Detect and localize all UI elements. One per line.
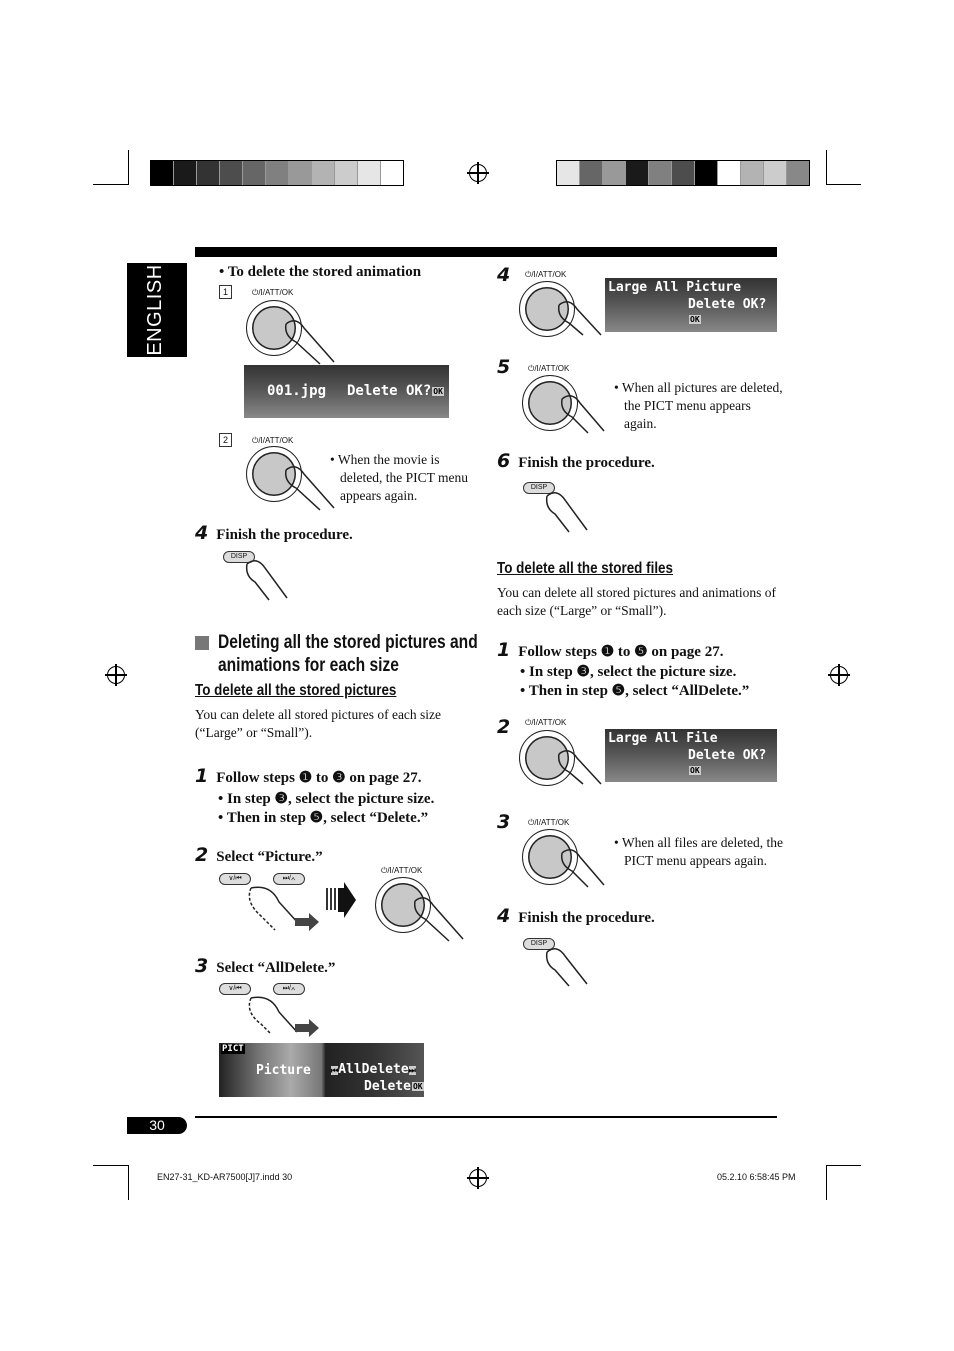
step-3-select-alldelete: 3 Select “AllDelete.”	[195, 955, 336, 977]
lcd-prompt: Delete OK? OK	[347, 383, 443, 399]
lcd-line2: Delete OK?OK	[688, 297, 767, 324]
page-number-tab	[127, 1117, 187, 1134]
up-skip-button[interactable]: ⏭/∧	[273, 983, 305, 995]
color-bar-right	[556, 160, 810, 186]
step-number: 5	[497, 356, 511, 378]
knob-label: ⏻/I/ATT/OK	[525, 270, 567, 279]
step-2-select-picture: 2 Select “Picture.”	[195, 844, 323, 866]
lcd-filename: 001.jpg	[267, 383, 327, 399]
registration-mark	[469, 164, 487, 182]
crop-mark	[128, 1165, 129, 1200]
section-marker	[195, 636, 209, 650]
crop-mark	[128, 150, 129, 185]
bullet-step: • In step ❸, select the picture size.	[520, 664, 737, 680]
pointing-finger-icon	[282, 316, 342, 366]
pointing-finger-icon	[558, 845, 608, 891]
up-skip-button[interactable]: ⏭/∧	[273, 873, 305, 885]
knob-label: ⏻/I/ATT/OK	[528, 364, 570, 373]
crop-mark	[826, 1165, 861, 1166]
intro-files: You can delete all stored pictures and animations of each size (“Large” or “Small”).	[497, 585, 777, 618]
disp-button[interactable]: DISP	[523, 938, 555, 950]
knob-label: ⏻/I/ATT/OK	[525, 718, 567, 727]
substep-number: 1	[219, 285, 232, 299]
registration-mark	[830, 666, 848, 684]
lcd-pict-label: PICT	[222, 1044, 244, 1054]
step-number: 3	[497, 811, 511, 833]
arrow-right-icon	[326, 882, 356, 920]
pointing-finger-icon	[555, 746, 605, 786]
registration-mark	[107, 666, 125, 684]
subheading-delete-files: To delete all the stored files	[497, 560, 674, 577]
knob-label: ⏻/I/ATT/OK	[252, 288, 294, 297]
file-info: EN27-31_KD-AR7500[J]7.indd 30	[157, 1172, 293, 1182]
step-number: 2	[497, 716, 511, 738]
subheading-delete-pictures: To delete all the stored pictures	[195, 682, 397, 699]
lcd-display-large-all-file	[605, 729, 777, 782]
page-number: 30	[149, 1117, 165, 1133]
lcd-line2: Delete OK?OK	[688, 748, 767, 775]
language-tab	[127, 263, 187, 357]
file-step-4-finish: 4 Finish the procedure.	[497, 905, 655, 927]
disp-button[interactable]: DISP	[223, 551, 255, 563]
lcd-display-large-all-picture	[605, 278, 777, 332]
crop-mark	[826, 150, 827, 185]
substep-number: 2	[219, 433, 232, 447]
language-tab-label: ENGLISH	[144, 264, 166, 356]
knob-label: ⏻/I/ATT/OK	[381, 866, 423, 875]
pointing-finger-icon	[245, 994, 325, 1040]
crop-mark	[93, 1165, 128, 1166]
file-step-1-follow: 1 Follow steps ❶ to ❺ on page 27.	[497, 639, 724, 661]
top-rule	[195, 247, 777, 257]
lcd-display-delete-file	[244, 365, 449, 418]
pointing-finger-icon	[243, 556, 293, 602]
note-movie-deleted: • When the movie is deleted, the PICT menu appears again.	[330, 452, 468, 503]
knob-label: ⏻/I/ATT/OK	[528, 818, 570, 827]
knob-label: ⏻/I/ATT/OK	[252, 436, 294, 445]
color-bar-left	[150, 160, 404, 186]
note-pictures-deleted: • When all pictures are deleted, the PICT menu appears again.	[614, 380, 783, 431]
bullet-step: • Then in step ❺, select “Delete.”	[218, 810, 429, 826]
pointing-finger-icon	[558, 391, 608, 437]
step-6-finish: 6 Finish the procedure.	[497, 450, 655, 472]
bottom-rule	[195, 1116, 777, 1118]
pointing-finger-icon	[411, 893, 471, 943]
lcd-menu-item: Picture	[256, 1063, 311, 1078]
crop-mark	[826, 1165, 827, 1200]
lcd-display-pict-menu	[219, 1043, 424, 1097]
down-skip-button[interactable]: ∨/⏮	[219, 873, 251, 885]
pointing-finger-icon	[543, 488, 593, 534]
step-4-finish: 4 Finish the procedure.	[195, 522, 353, 544]
lcd-delete: Delete OK	[364, 1079, 423, 1094]
lcd-line1: Large All File	[608, 731, 718, 746]
down-skip-button[interactable]: ∨/⏮	[219, 983, 251, 995]
crop-mark	[93, 184, 128, 185]
bullet-heading: • To delete the stored animation	[219, 264, 422, 280]
print-timestamp: 05.2.10 6:58:45 PM	[717, 1172, 796, 1182]
step-1-follow: 1 Follow steps ❶ to ❸ on page 27.	[195, 765, 422, 787]
step-number: 4	[497, 264, 511, 286]
note-files-deleted: • When all files are deleted, the PICT menu appears again.	[614, 835, 784, 868]
registration-mark	[469, 1169, 487, 1187]
crop-mark	[826, 184, 861, 185]
disp-button[interactable]: DISP	[523, 482, 555, 494]
lcd-alldelete: ⏮AllDelete⏭	[331, 1062, 416, 1077]
bullet-step: • Then in step ❺, select “AllDelete.”	[520, 683, 750, 699]
lcd-line1: Large All Picture	[608, 280, 742, 295]
intro-pictures: You can delete all stored pictures of each size (“Large” or “Small”).	[195, 707, 442, 740]
section-title: Deleting all the stored pictures and animations for each size	[218, 632, 478, 676]
bullet-step: • In step ❸, select the picture size.	[218, 791, 435, 807]
pointing-finger-icon	[555, 297, 605, 337]
pointing-finger-icon	[245, 884, 325, 944]
pointing-finger-icon	[543, 944, 593, 988]
